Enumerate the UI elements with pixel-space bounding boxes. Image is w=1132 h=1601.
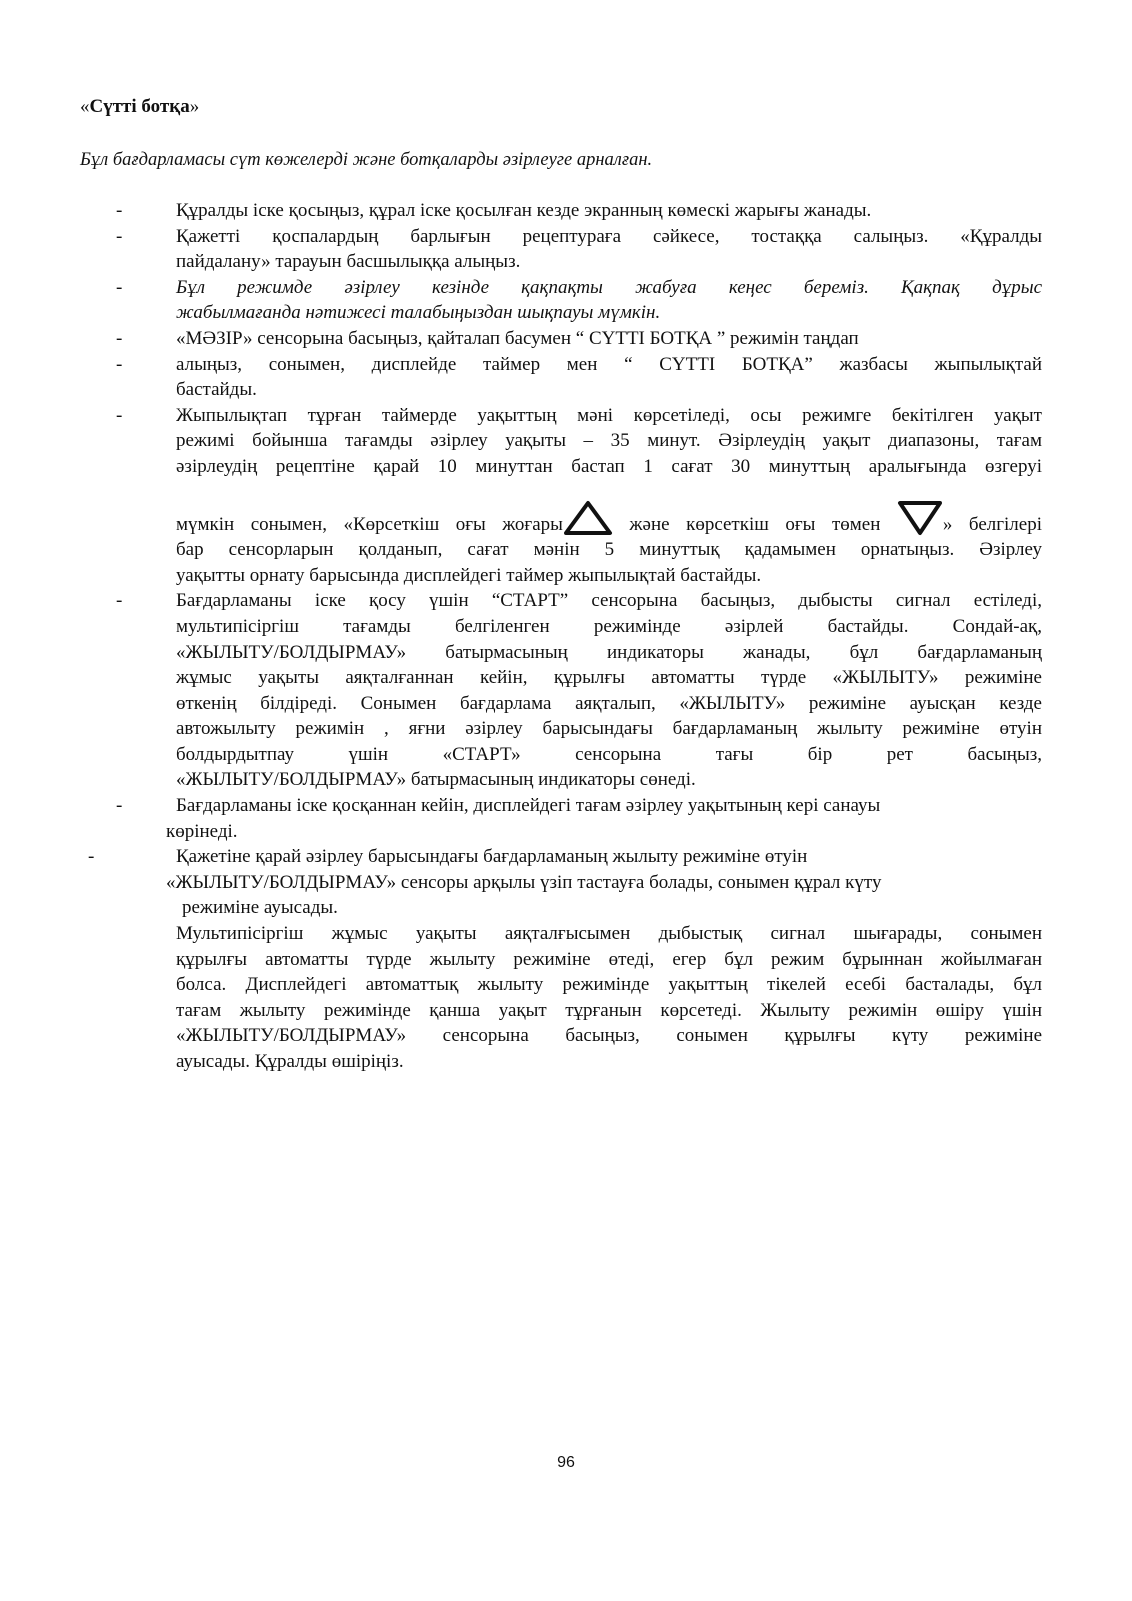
- instruction-list: [0, 198, 1132, 1075]
- bullet-dash: -: [116, 353, 123, 375]
- page-number: 96: [557, 1454, 575, 1471]
- bullet-dash: -: [116, 404, 123, 426]
- item-line: көрінеді.: [166, 820, 238, 842]
- item-line: жұмыс уақыты аяқталғаннан кейін, құрылғы автоматты түрде «ЖЫЛЫТУ» режиміне: [176, 667, 1042, 689]
- bullet-dash: -: [116, 327, 123, 349]
- item-line: жабылмағанда нәтижесі талабыңыздан шықпауы мүмкін.: [176, 302, 661, 324]
- item-line-with-arrows: [176, 500, 1042, 538]
- item-line: пайдалану» тарауын басшылыққа алыңыз.: [176, 251, 521, 273]
- item-line: бастайды.: [176, 379, 257, 401]
- item-line: құрылғы автоматты түрде жылыту режиміне өтеді, егер бұл режим бұрыннан жойылмаған: [176, 948, 1042, 970]
- item-line: Қажетті қоспалардың барлығын рецептураға сәйкесе, тостаққа салыңыз. «Құралды: [176, 225, 1042, 247]
- arrow-line-part3: » белгілері: [942, 513, 1042, 535]
- item-line: автожылыту режимін , яғни әзірлеу барысындағы бағдарламаның жылыту режиміне өтуін: [176, 718, 1042, 740]
- bullet-dash: -: [116, 276, 123, 298]
- item-line: тағам жылыту режимінде қанша уақыт тұрғанын көрсетеді. Жылыту режимін өшіру үшін: [176, 999, 1042, 1021]
- arrow-line-part1: мүмкін сонымен, «Көрсеткіш оғы жоғары: [176, 513, 563, 535]
- item-line: Бағдарламаны іске қосқаннан кейін, дисплейдегі тағам әзірлеу уақытының кері санауы: [176, 795, 881, 817]
- item-line: болса. Дисплейдегі автоматтық жылыту режимінде уақыттың тікелей есебі басталады, бұл: [176, 974, 1042, 996]
- section-title: [80, 96, 199, 118]
- bullet-dash: -: [116, 795, 123, 817]
- title-text: Сүтті ботқа: [89, 96, 190, 117]
- list-item: [0, 921, 1132, 1075]
- title-open-quote: «: [80, 96, 90, 117]
- list-item: [0, 588, 1132, 793]
- title-close-quote: »: [189, 96, 200, 117]
- bullet-dash: -: [116, 225, 123, 247]
- item-line: режиміне ауысады.: [182, 897, 338, 919]
- item-line: алыңыз, сонымен, дисплейде таймер мен “ СҮТТІ БОТҚА” жазбасы жыпылықтай: [176, 353, 1042, 375]
- item-line: «ЖЫЛЫТУ/БОЛДЫРМАУ» сенсоры арқылы үзіп тастауға болады, сонымен құрал күту: [166, 871, 882, 893]
- item-line: өткенің білдіреді. Сонымен бағдарлама аяқталып, «ЖЫЛЫТУ» режиміне ауысқан кезде: [176, 692, 1042, 714]
- bullet-dash: -: [88, 846, 95, 868]
- arrow-line-part2: және көрсеткіш оғы төмен: [612, 513, 897, 535]
- list-item: [0, 844, 1132, 921]
- list-item: [0, 793, 1132, 844]
- item-line: «ЖЫЛЫТУ/БОЛДЫРМАУ» батырмасының индикаторы сөнеді.: [176, 769, 696, 791]
- triangle-down-icon: [897, 500, 943, 536]
- item-line: Қажетіне қарай әзірлеу барысындағы бағдарламаның жылыту режиміне өтуін: [176, 846, 808, 868]
- list-item: [0, 198, 1132, 224]
- item-line: бар сенсорларын қолданып, сағат мәнін 5 минуттық қадамымен орнатыңыз. Әзірлеу: [176, 539, 1042, 561]
- item-line: ауысады. Құралды өшіріңіз.: [176, 1051, 404, 1072]
- item-line: «ЖЫЛЫТУ/БОЛДЫРМАУ» сенсорына басыңыз, сонымен құрылғы күту режиміне: [176, 1025, 1042, 1047]
- item-line: Бұл режимде әзірлеу кезінде қақпақты жабуға кеңес береміз. Қақпақ дұрыс: [176, 276, 1042, 298]
- item-line: Бағдарламаны іске қосу үшін “СТАРТ” сенсорына басыңыз, дыбысты сигнал естіледі,: [176, 590, 1042, 612]
- bullet-dash: -: [116, 590, 123, 612]
- item-line: болдырдытпау үшін «СТАРТ» сенсорына тағы бір рет басыңыз,: [176, 743, 1042, 765]
- list-item: [0, 352, 1132, 403]
- list-item: [0, 403, 1132, 589]
- item-line: «МӘЗІР» сенсорына басыңыз, қайталап басумен “ СҮТТІ БОТҚА ” режимін таңдап: [176, 327, 859, 349]
- item-line: Мультипісіргіш жұмыс уақыты аяқталғысымен дыбыстық сигнал шығарады, сонымен: [176, 923, 1042, 945]
- item-line: режимі бойынша тағамды әзірлеу уақыты – 35 минут. Әзірлеудің уақыт диапазоны, тағам: [176, 430, 1042, 452]
- item-line: мультипісіргіш тағамды белгіленген режимінде әзірлей бастайды. Сондай-ақ,: [176, 615, 1042, 637]
- item-line: «ЖЫЛЫТУ/БОЛДЫРМАУ» батырмасының индикаторы жанады, бұл бағдарламаның: [176, 641, 1042, 663]
- bullet-dash: -: [116, 200, 123, 221]
- list-item: [0, 275, 1132, 326]
- item-line: Құралды іске қосыңыз, құрал іске қосылған кезде экранның көмескі жарығы жанады.: [176, 200, 872, 221]
- list-item: [0, 224, 1132, 275]
- item-line: Жыпылықтап тұрған таймерде уақыттың мәні көрсетіледі, осы режимге бекітілген уақыт: [176, 404, 1042, 426]
- section-subtitle: Бұл бағдарламасы сүт көжелерді және ботқаларды әзірлеуге арналған.: [80, 150, 653, 170]
- item-line: уақытты орнату барысында дисплейдегі таймер жыпылықтай бастайды.: [176, 564, 762, 586]
- list-item: [0, 326, 1132, 352]
- triangle-up-icon: [563, 500, 613, 536]
- item-line: әзірлеудің рецептіне қарай 10 минуттан бастап 1 сағат 30 минуттың аралығында өзгеруі: [176, 455, 1042, 477]
